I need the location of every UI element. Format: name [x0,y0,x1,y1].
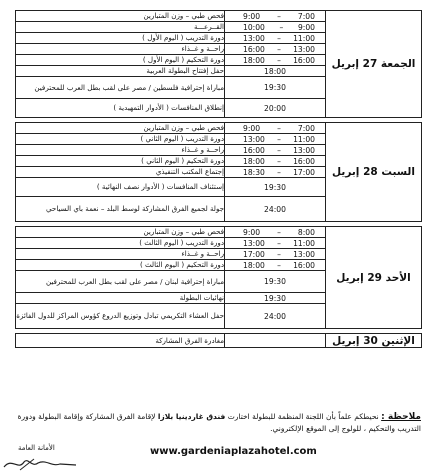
time-cell [225,22,326,33]
time-cell [225,66,326,77]
activity-cell: مباراة إحترافية لبنان / مصر على لقب بطل العرب للمحترفين [16,271,225,293]
time-cell [225,55,326,66]
time-start: 13:00 [293,145,315,155]
time-dash: – [277,249,281,259]
signature-image [0,453,80,473]
time-single: 19:30 [264,293,286,303]
time-start: 7:00 [297,123,315,133]
time-single: 19:30 [264,277,286,286]
time-dash: – [277,11,281,21]
time-cell [225,293,326,304]
time-end: 9:00 [243,123,261,133]
time-start: 7:00 [297,11,315,21]
signature-label: الأمانة العامة [18,444,55,452]
time-start: 9:00 [297,22,315,32]
note-text-after: لإقامة الفرق المشاركة وإقامة البطولة ودورة التدريب والتحكيم ، للولوج إلى الموقع الإلكتروني. [17,412,421,433]
time-start: 16:00 [293,260,315,270]
activity-cell: حفل إفتتاح البطولة العربية [16,66,225,77]
time-dash: – [277,134,281,144]
day-label: الأحد 29 إبريل [326,227,422,329]
time-cell [225,238,326,249]
day-label: السبت 28 إبريل [326,123,422,222]
activity-cell: إجتماع المكتب التنفيذي [16,167,225,178]
time-end: 10:00 [243,22,265,32]
website-link[interactable]: www.gardeniaplazahotel.com [150,446,317,457]
time-single: 20:00 [264,103,286,113]
time-end: 16:00 [243,145,265,155]
activity-cell: حفل العشاء التكريمي تبادل وتوزيع الدروع كؤوس المراكز للدول الفائزة [16,304,225,329]
time-start: 16:00 [293,55,315,65]
time-dash: – [277,123,281,133]
activity-cell: إنطلاق المنافسات ( الأدوار التمهيدية ) [16,99,225,118]
time-cell [225,227,326,238]
time-start: 13:00 [293,249,315,259]
note-paragraph [15,411,421,434]
time-start: 13:00 [293,44,315,54]
time-start: 11:00 [293,33,315,43]
time-end: 9:00 [243,11,261,21]
time-end: 17:00 [243,249,265,259]
time-dash: – [277,238,281,248]
activity-cell: دورة التدريب ( اليوم الثالث ) [16,238,225,249]
schedule-table [15,10,422,348]
time-cell [225,33,326,44]
time-end: 18:00 [243,55,265,65]
activity-cell: دورة التحكيم ( اليوم الثاني ) [16,156,225,167]
time-dash: – [279,22,284,32]
activity-cell: راحــة و غــذاء [16,145,225,156]
time-cell [225,11,326,22]
time-cell [225,178,326,197]
schedule-row [16,11,422,22]
activity-cell: فحص طبي – وزن المتبارين [16,11,225,22]
activity-cell: دورة التدريب ( اليوم الأول ) [16,33,225,44]
activity-cell: دورة التحكيم ( اليوم الثالث ) [16,260,225,271]
activity-cell: مباراة إحترافية فلسطين / مصر على لقب بطل العرب للمحترفين [16,77,225,99]
time-cell [225,134,326,145]
activity-cell: فحص طبي – وزن المتبارين [16,123,225,134]
time-dash: – [277,145,281,155]
time-single: 24:00 [264,204,286,214]
note-text-before: نحيطكم علماً بأن اللجنة المنظمة للبطولة اختارت [227,412,379,421]
time-cell [225,167,326,178]
schedule-row [16,334,422,348]
time-dash: – [277,156,281,166]
time-end: 18:00 [243,260,265,270]
time-single: 19:30 [264,182,286,192]
time-cell [225,260,326,271]
activity-cell: راحــة و غــذاء [16,249,225,260]
activity-cell: جولة لجميع الفرق المشاركة لوسط البلد – نعمة باي السياحي [16,197,225,222]
time-dash: – [277,44,281,54]
activity-cell: القــرعـــة [16,22,225,33]
time-end: 9:00 [243,227,261,237]
schedule-row [16,123,422,134]
time-end: 13:00 [243,33,265,43]
time-cell [225,123,326,134]
time-cell [225,249,326,260]
time-cell [225,77,326,99]
activity-cell: فحص طبي – وزن المتبارين [16,227,225,238]
time-single: 24:00 [264,311,286,321]
note-label: ملاحظة : [381,412,421,422]
time-end: 16:00 [243,44,265,54]
activity-cell: راحــة و غــذاء [16,44,225,55]
day-label: الإثنين 30 إبريل [326,334,422,348]
activity-cell: مغادرة الفرق المشاركة [16,334,225,348]
time-end: 13:00 [243,238,265,248]
day-label: الجمعة 27 إبريل [326,11,422,118]
time-cell [225,197,326,222]
time-cell [225,44,326,55]
time-start: 11:00 [293,134,315,144]
note-hotel-name: فندق غاردينيا بلازا [157,412,226,421]
time-cell [225,156,326,167]
time-cell [225,145,326,156]
activity-cell: نهائيات البطولة [16,293,225,304]
time-cell [225,271,326,293]
time-cell [225,304,326,329]
activity-cell: إستئناف المنافسات ( الأدوار نصف النهائية ) [16,178,225,197]
schedule-row [16,227,422,238]
time-end: 18:00 [243,156,265,166]
time-single: 18:00 [264,66,286,76]
time-dash: – [277,55,281,65]
time-dash: – [277,167,281,177]
time-dash: – [277,227,281,237]
time-dash: – [277,260,281,270]
time-cell [225,99,326,118]
time-single: 19:30 [264,83,286,92]
time-cell [225,334,326,348]
activity-cell: دورة التدريب ( اليوم الثاني ) [16,134,225,145]
time-end: 18:30 [243,167,265,177]
time-start: 16:00 [293,156,315,166]
time-start: 8:00 [297,227,315,237]
activity-cell: دورة التحكيم ( اليوم الأول ) [16,55,225,66]
time-start: 17:00 [293,167,315,177]
time-dash: – [277,33,281,43]
time-end: 13:00 [243,134,265,144]
time-start: 11:00 [293,238,315,248]
